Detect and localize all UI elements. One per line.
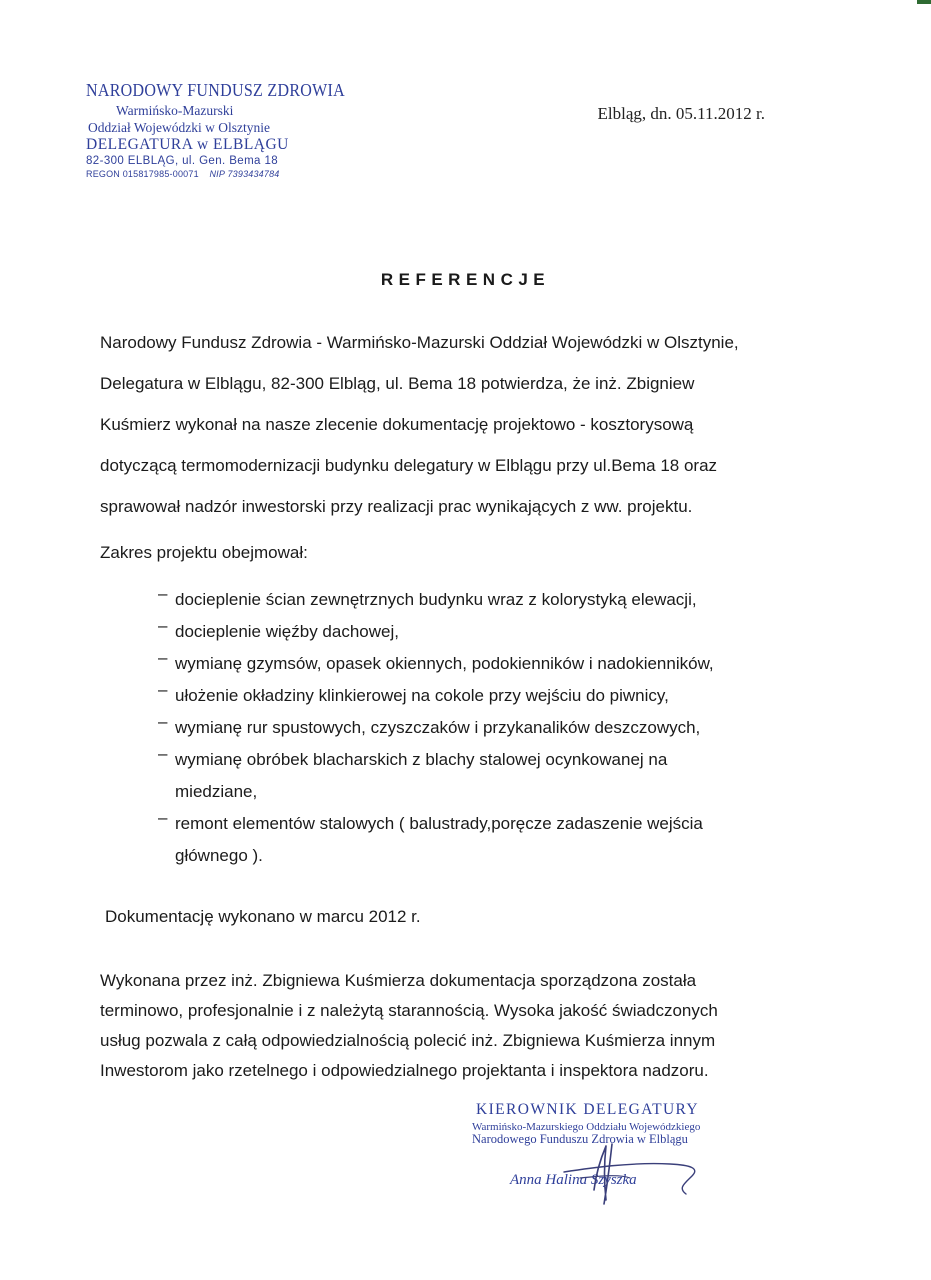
intro-line: Kuśmierz wykonał na nasze zlecenie dokumentację projektowo - kosztorysową [100, 415, 694, 434]
scope-dash: – [158, 584, 168, 603]
scope-dash: – [158, 616, 168, 635]
scope-label: Zakres projektu obejmował: [100, 543, 308, 562]
completion-note: Dokumentację wykonano w marcu 2012 r. [105, 907, 421, 926]
intro-line: Delegatura w Elblągu, 82-300 Elbląg, ul. Bema 18 potwierdza, że inż. Zbigniew [100, 374, 695, 393]
scope-dash: – [158, 648, 168, 667]
closing-line: Inwestorom jako rzetelnego i odpowiedzialnego projektanta i inspektora nadzoru. [100, 1061, 709, 1080]
closing-line: Wykonana przez inż. Zbigniewa Kuśmierza dokumentacja sporządzona została [100, 971, 697, 990]
scope-item-text: ułożenie okładziny klinkierowej na cokole przy wejściu do piwnicy, [175, 686, 669, 705]
closing-line: terminowo, profesjonalnie i z należytą starannością. Wysoka jakość świadczonych [100, 1001, 718, 1020]
scope-item [158, 648, 798, 680]
corner-mark [917, 0, 931, 4]
scope-list [158, 584, 798, 872]
scope-item [158, 616, 798, 648]
scope-dash: – [158, 808, 168, 827]
scope-item-text: remont elementów stalowych ( balustrady,poręcze zadaszenie wejścia [175, 814, 703, 833]
scope-item-continuation: miedziane, [175, 782, 258, 801]
scope-dash: – [158, 744, 168, 763]
scope-item [158, 808, 798, 872]
scope-dash: – [158, 680, 168, 699]
scope-item-text: wymianę obróbek blacharskich z blachy stalowej ocynkowanej na [175, 750, 668, 769]
scope-item-text: wymianę gzymsów, opasek okiennych, podokienników i nadokienników, [175, 654, 714, 673]
scope-item [158, 680, 798, 712]
stamp-line-delegation: DELEGATURA w ELBLĄGU [86, 136, 289, 153]
stamp-line-institution: NARODOWY FUNDUSZ ZDROWIA [86, 81, 346, 101]
header-stamp [86, 83, 346, 179]
closing-line: usług pozwala z całą odpowiedzialnością polecić inż. Zbigniewa Kuśmierza innym [100, 1031, 716, 1050]
stamp-regon: REGON 015817985-00071 [86, 169, 199, 179]
intro-line: Narodowy Fundusz Zdrowia - Warmińsko-Mazurski Oddział Wojewódzki w Olsztynie, [100, 333, 739, 352]
scope-item-text: docieplenie więźby dachowej, [175, 622, 399, 641]
handwritten-signature [560, 1138, 710, 1208]
stamp-line-ids [86, 170, 346, 179]
stamp-line-address: 82-300 ELBLĄG, ul. Gen. Bema 18 [86, 154, 279, 167]
stamp-line-branch: Oddział Wojewódzki w Olsztynie [88, 119, 270, 135]
scope-item [158, 712, 798, 744]
stamp-nip: NIP 7393434784 [209, 169, 280, 179]
scope-dash: – [158, 712, 168, 731]
document-date: Elbląg, dn. 05.11.2012 r. [597, 104, 765, 123]
scope-item-text: wymianę rur spustowych, czyszczaków i przykanalików deszczowych, [175, 718, 701, 737]
scope-item [158, 744, 798, 808]
intro-line: sprawował nadzór inwestorski przy realizacji prac wynikających z ww. projektu. [100, 497, 693, 516]
scope-item [158, 584, 798, 616]
scope-item-continuation: głównego ). [175, 846, 263, 865]
signature-stamp-title: KIEROWNIK DELEGATURY [476, 1101, 700, 1118]
signature-stamp-fund: Narodowego Funduszu Zdrowia w Elblągu [472, 1131, 688, 1146]
document-title: REFERENCJE [380, 270, 551, 289]
intro-line: dotyczącą termomodernizacji budynku delegatury w Elblągu przy ul.Bema 18 oraz [100, 456, 718, 475]
signature-stamp-branch: Warmińsko-Mazurskiego Oddziału Wojewódzkiego [472, 1120, 701, 1133]
scope-item-text: docieplenie ścian zewnętrznych budynku wraz z kolorystyką elewacji, [175, 590, 697, 609]
signatory-name: Anna Halina Szyszka [510, 1172, 637, 1189]
closing-paragraph [100, 966, 800, 1086]
intro-paragraph [100, 331, 820, 536]
stamp-line-region: Warmińsko-Mazurski [116, 103, 234, 118]
